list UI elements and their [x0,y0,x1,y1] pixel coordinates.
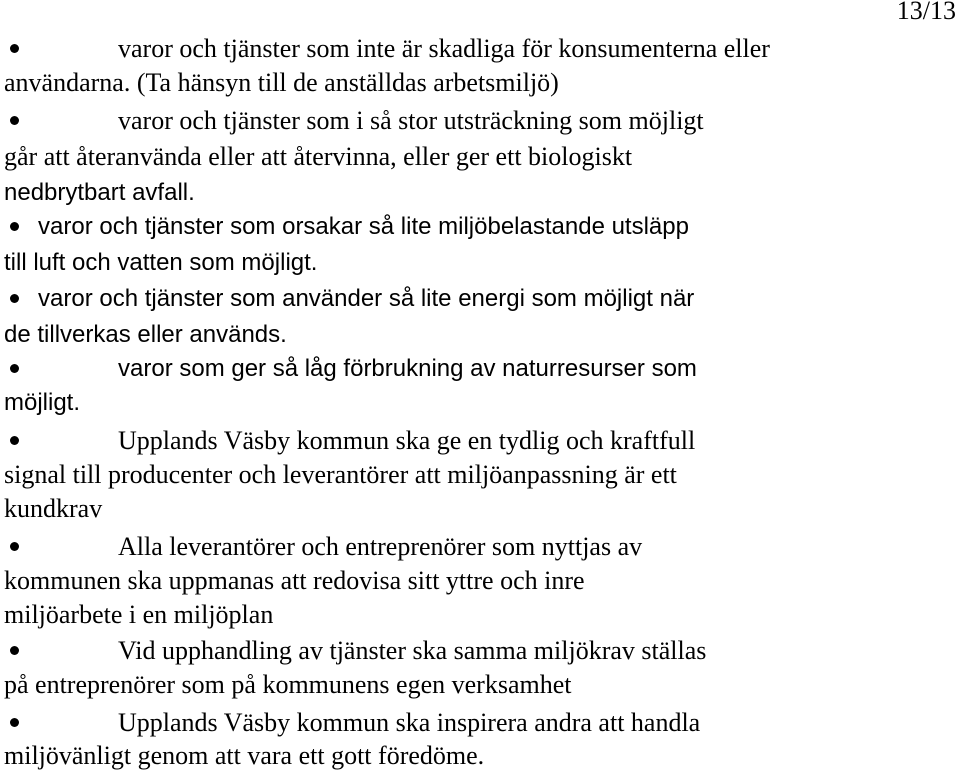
bullet-icon [10,436,19,445]
list-item-continuation: möjligt. [4,389,81,416]
list-item-first-line: Vid upphandling av tjänster ska samma miljökrav ställas [118,636,707,665]
bullet-icon [10,542,19,551]
list-item-continuation: på entreprenörer som på kommunens egen verksamhet [4,670,572,699]
list-item-continuation: de tillverkas eller används. [4,321,287,348]
bullet-icon [10,222,19,231]
list-item-first-line: varor och tjänster som använder så lite energi som möjligt när [38,285,695,312]
list-item-continuation: miljövänligt genom att vara ett gott föredöme. [4,741,485,770]
list-item-continuation: till luft och vatten som möjligt. [4,249,318,276]
list-item-continuation: nedbrytbart avfall. [4,179,195,206]
list-item-first-line: varor och tjänster som i så stor utsträckning som möjligt [118,106,704,135]
bullet-icon [10,116,19,125]
list-item-first-line: varor och tjänster som orsakar så lite miljöbelastande utsläpp [38,213,689,240]
list-item-continuation: användarna. (Ta hänsyn till de anställdas arbetsmiljö) [4,68,559,97]
list-item-first-line: Alla leverantörer och entreprenörer som nyttjas av [118,532,643,561]
bullet-icon [10,44,19,53]
list-item-first-line: Upplands Väsby kommun ska ge en tydlig och kraftfull [118,426,696,455]
list-item-continuation: kommunen ska uppmanas att redovisa sitt yttre och inre [4,566,585,595]
bullet-icon [10,294,19,303]
list-item-first-line: varor och tjänster som inte är skadliga för konsumenterna eller [118,34,770,63]
list-item-continuation: går att återanvända eller att återvinna, eller ger ett biologiskt [4,142,633,171]
list-item-continuation: miljöarbete i en miljöplan [4,600,274,629]
page-number: 13/13 [896,0,956,25]
list-item-continuation: signal till producenter och leverantörer att miljöanpassning är ett [4,460,677,489]
bullet-icon [10,364,19,373]
list-item-first-line: varor som ger så låg förbrukning av naturresurser som [118,355,697,382]
list-item-first-line: Upplands Väsby kommun ska inspirera andra att handla [118,708,701,737]
bullet-icon [10,718,19,727]
list-item-continuation: kundkrav [4,494,103,523]
bullet-icon [10,646,19,655]
